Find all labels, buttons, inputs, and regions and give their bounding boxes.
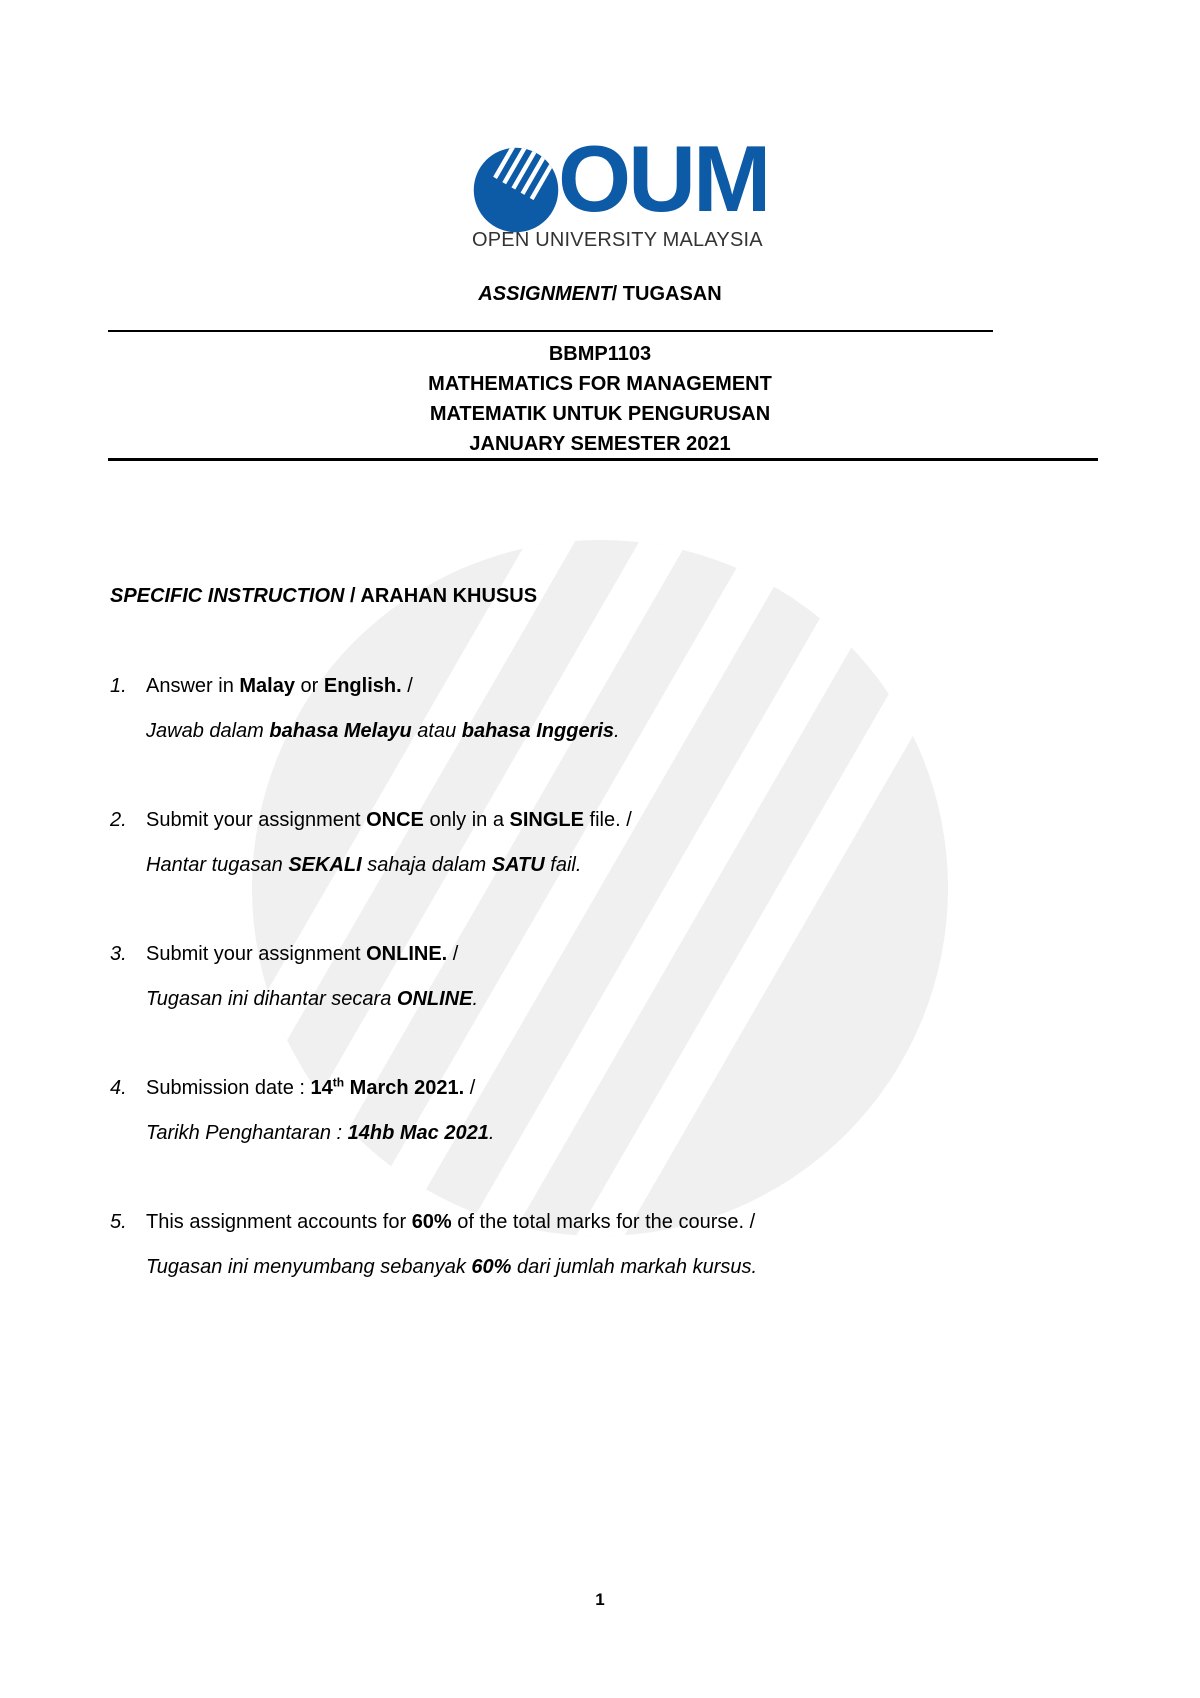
item-text-ms: Jawab dalam bahasa Melayu atau bahasa Inggeris. xyxy=(146,720,620,742)
header-rule-bottom xyxy=(108,458,1098,461)
page-number: 1 xyxy=(595,1590,605,1609)
assignment-title xyxy=(0,284,1200,304)
item-text-en: This assignment accounts for 60% of the total marks for the course. / xyxy=(146,1211,756,1233)
item-number: 1. xyxy=(110,675,127,697)
title-rest: / TUGASAN xyxy=(611,283,722,305)
oum-logo-mark-icon xyxy=(472,146,560,234)
instructions-heading-rest: / ARAHAN KHUSUS xyxy=(350,585,538,607)
item-text-ms: Hantar tugasan SEKALI sahaja dalam SATU fail. xyxy=(146,854,582,876)
item-text-en: Answer in Malay or English. / xyxy=(146,675,413,697)
header-rule-top xyxy=(108,330,993,332)
semester: JANUARY SEMESTER 2021 xyxy=(469,433,731,455)
course-name-ms: MATEMATIK UNTUK PENGURUSAN xyxy=(429,403,771,425)
item-number: 4. xyxy=(110,1077,127,1099)
instructions-heading xyxy=(110,586,537,606)
item-text-ms: Tugasan ini menyumbang sebanyak 60% dari jumlah markah kursus. xyxy=(146,1256,758,1278)
item-number: 5. xyxy=(110,1211,127,1233)
course-name-en: MATHEMATICS FOR MANAGEMENT xyxy=(428,373,772,395)
item-text-en: Submit your assignment ONCE only in a SINGLE file. / xyxy=(146,809,632,831)
logo-subtitle: OPEN UNIVERSITY MALAYSIA xyxy=(472,229,763,251)
item-text-en: Submission date : 14th March 2021. / xyxy=(146,1075,476,1099)
course-code: BBMP1103 xyxy=(548,343,652,365)
logo-wordmark: OUM xyxy=(558,126,769,231)
item-number: 3. xyxy=(110,943,127,965)
instructions-heading-italic: SPECIFIC INSTRUCTION xyxy=(110,585,345,607)
item-text-ms: Tarikh Penghantaran : 14hb Mac 2021. xyxy=(146,1122,495,1144)
item-number: 2. xyxy=(110,809,127,831)
item-text-en: Submit your assignment ONLINE. / xyxy=(146,943,459,965)
item-text-ms: Tugasan ini dihantar secara ONLINE. xyxy=(146,988,479,1010)
title-italic: ASSIGNMENT xyxy=(478,283,612,305)
oum-logo xyxy=(472,126,769,256)
